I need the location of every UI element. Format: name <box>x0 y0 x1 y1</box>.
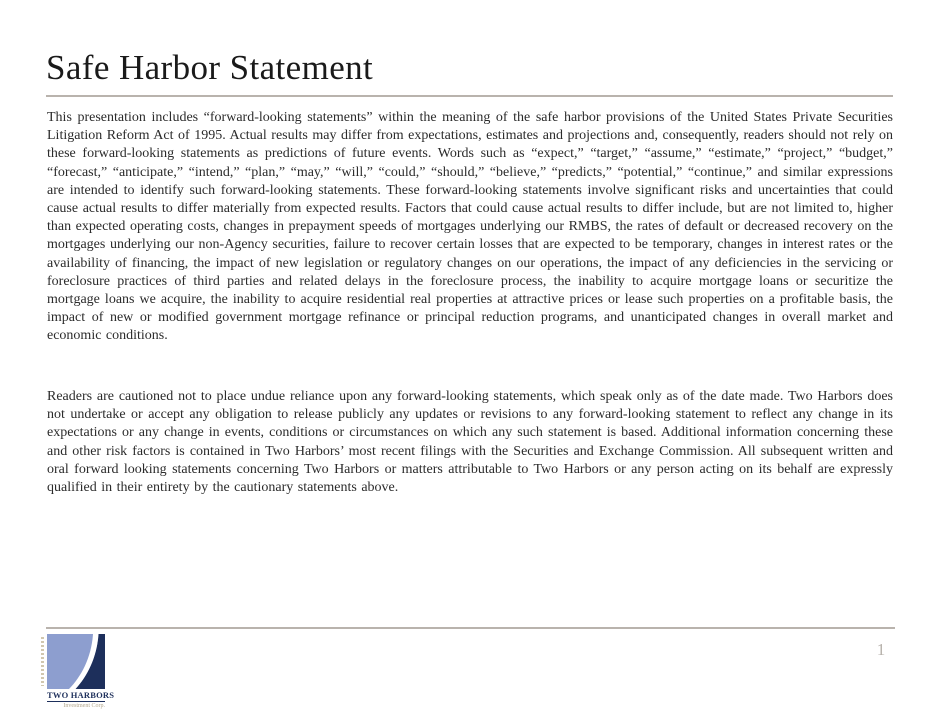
safe-harbor-paragraph-1: This presentation includes “forward-looking statements” within the meaning of the safe harbor provisions of the United States Private Securities Litigation Reform Act of 1995. Actual results may differ from expectations, estimates and projections and, consequently, readers should not rely on these forward-looking statements as predictions of future events. Words such as “expect,” “target,” “assume,” “estimate,” “project,” “budget,” “forecast,” “anticipate,” “intend,” “plan,” “may,” “will,” “could,” “should,” “believe,” “predicts,” “potential,” “continue,” and similar expressions are intended to identify such forward-looking statements. These forward-looking statements involve significant risks and uncertainties that could cause actual results to differ materially from expected results. Factors that could cause actual results to differ include, but are not limited to, higher than expected operating costs, changes in prepayment speeds of mortgages underlying our RMBS, the rates of default or decreased recovery on the mortgages underlying our non-Agency securities, failure to recover certain losses that are expected to be temporary, changes in interest rates or the availability of financing, the impact of new legislation or regulatory changes on our operations, the impact of any deficiencies in the servicing or foreclosure practices of third parties and related delays in the foreclosure process, the inability to acquire mortgage loans or securitize the mortgage loans we acquire, the inability to acquire residential real properties at attractive prices or lease such properties on a profitable basis, the impact of new or modified government mortgage refinance or principal reduction programs, and unanticipated changes in overall market and economic conditions. <box>47 110 893 344</box>
two-harbors-logo-icon <box>47 634 105 689</box>
title-divider <box>46 95 893 97</box>
slide-title: Safe Harbor Statement <box>46 48 374 87</box>
logo-vertical-tagline <box>41 637 44 686</box>
logo-wordmark: TWO HARBORS <box>47 690 115 700</box>
page-number: 1 <box>876 640 886 659</box>
safe-harbor-paragraph-2: Readers are cautioned not to place undue reliance upon any forward-looking statements, which speak only as of the date made. Two Harbors does not undertake or accept any obligation to release publicly any updates or revisions to any forward-looking statement to reflect any change in its expectations or any change in events, conditions or circumstances on which any such statement is based. Additional information concerning these and other risk factors is contained in Two Harbors’ most recent filings with the Securities and Exchange Commission. All subsequent written and oral forward looking statements concerning Two Harbors or matters attributable to Two Harbors or any person acting on its behalf are expressly qualified in their entirety by the cautionary statements above. <box>47 389 893 496</box>
footer-divider <box>46 627 895 629</box>
two-harbors-logo <box>47 634 115 710</box>
logo-subtitle: Investment Corp. <box>63 703 105 709</box>
